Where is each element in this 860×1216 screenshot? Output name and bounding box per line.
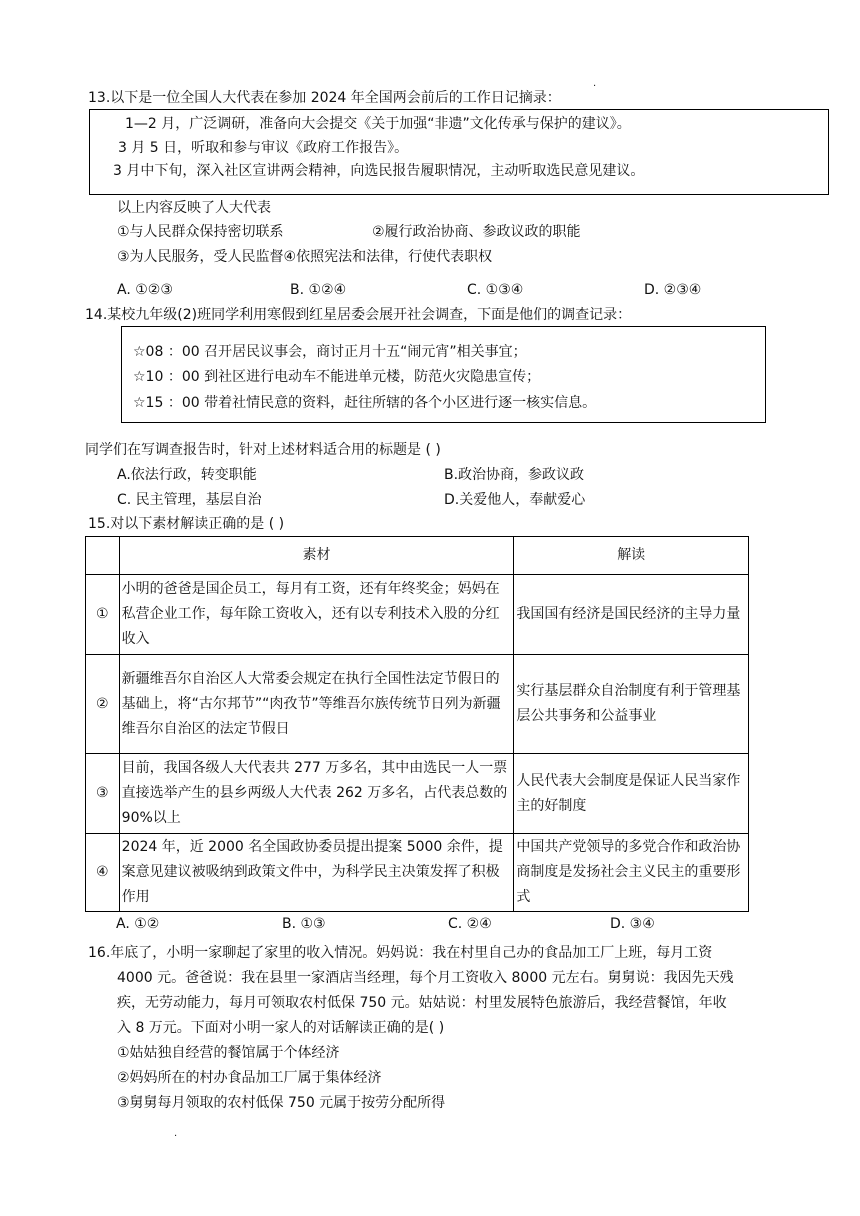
row-reading: 实行基层群众自治制度有利于管理基层公共事务和公益事业	[514, 655, 749, 754]
q13-diary-line: 1—2 月，广泛调研，准备向大会提交《关于加强“非遗”文化传承与保护的建议》。	[125, 116, 631, 132]
row-material: 目前，我国各级人大代表共 277 万多名，其中由选民一人一票直接选举产生的县乡两级人大代表 262 万多名，占代表总数的 90%以上	[119, 754, 514, 834]
q14-option-d[interactable]: D.关爱他人，奉献爱心	[444, 492, 586, 508]
q13-statement: ①与人民群众保持密切联系	[117, 224, 284, 240]
q15-stem: 15.对以下素材解读正确的是 ( )	[88, 516, 285, 532]
q16-stem-line: 4000 元。爸爸说：我在县里一家酒店当经理，每个月工资收入 8000 元左右。舅舅说：我因先天残	[117, 970, 734, 986]
q13-diary-line: 3 月中下旬，深入社区宣讲两会精神，向选民报告履职情况，主动听取选民意见建议。	[113, 163, 645, 179]
q14-option-a[interactable]: A.依法行政，转变职能	[117, 467, 257, 483]
q15-option-d[interactable]: D. ③④	[610, 916, 655, 932]
table-row	[86, 575, 749, 655]
q16-statement: ①姑姑独自经营的餐馆属于个体经济	[117, 1045, 340, 1061]
q16-stem-line: 入 8 万元。下面对小明一家人的对话解读正确的是( )	[117, 1020, 445, 1036]
q16-statement: ②妈妈所在的村办食品加工厂属于集体经济	[117, 1070, 382, 1086]
q15-option-c[interactable]: C. ②④	[448, 916, 492, 932]
q16-stem-line: 16.年底了，小明一家聊起了家里的收入情况。妈妈说：我在村里自己办的食品加工厂上班，每月工资	[88, 945, 713, 961]
table-header-material: 素材	[119, 537, 514, 575]
q14-option-c[interactable]: C. 民主管理，基层自治	[117, 492, 262, 508]
q14-record: ☆10 ：00 到社区进行电动车不能进单元楼，防范火灾隐患宣传；	[133, 369, 541, 385]
bottom-mark: .	[174, 1128, 178, 1139]
row-material: 新疆维吾尔自治区人大常委会规定在执行全国性法定节假日的基础上，将“古尔邦节”“肉孜节”等维吾尔族传统节日列为新疆维吾尔自治区的法定节假日	[119, 655, 514, 754]
table-row	[86, 754, 749, 834]
q13-option-c[interactable]: C. ①③④	[467, 282, 524, 298]
row-reading: 中国共产党领导的多党合作和政治协商制度是发扬社会主义民主的重要形式	[514, 834, 749, 912]
q15-material-table	[85, 536, 749, 912]
row-reading: 我国国有经济是国民经济的主导力量	[514, 575, 749, 655]
q13-statement: ②履行政治协商、参政议政的职能	[372, 224, 581, 240]
top-mark: .	[593, 78, 597, 89]
q15-option-b[interactable]: B. ①③	[282, 916, 326, 932]
row-material: 2024 年，近 2000 名全国政协委员提出提案 5000 余件，提案意见建议被吸纳到政策文件中，为科学民主决策发挥了积极作用	[119, 834, 514, 912]
q15-option-a[interactable]: A. ①②	[116, 916, 160, 932]
table-row	[86, 834, 749, 912]
row-number: ①	[86, 575, 120, 655]
q13-diary-line: 3 月 5 日，听取和参与审议《政府工作报告》。	[118, 140, 409, 156]
row-number: ③	[86, 754, 120, 834]
table-header-row	[86, 537, 749, 575]
q13-option-d[interactable]: D. ②③④	[644, 282, 702, 298]
table-header-number	[86, 537, 120, 575]
q13-option-b[interactable]: B. ①②④	[290, 282, 347, 298]
q13-stem: 13.以下是一位全国人大代表在参加 2024 年全国两会前后的工作日记摘录：	[88, 90, 561, 106]
q14-record: ☆08 ：00 召开居民议事会，商讨正月十五“闹元宵”相关事宜；	[133, 344, 527, 360]
row-material: 小明的爸爸是国企员工，每月有工资，还有年终奖金；妈妈在私营企业工作，每年除工资收入，还有以专利技术入股的分红收入	[119, 575, 514, 655]
table-header-reading: 解读	[514, 537, 749, 575]
q16-statement: ③舅舅每月领取的农村低保 750 元属于按劳分配所得	[117, 1095, 446, 1111]
q16-stem-line: 疾，无劳动能力，每月可领取农村低保 750 元。姑姑说：村里发展特色旅游后，我经营餐馆，年收	[117, 995, 727, 1011]
q14-record: ☆15 ：00 带着社情民意的资料，赶往所辖的各个小区进行逐一核实信息。	[133, 395, 597, 411]
q14-prompt: 同学们在写调查报告时，针对上述材料适合用的标题是 ( )	[85, 442, 441, 458]
q13-statement: ③为人民服务，受人民监督④依照宪法和法律，行使代表职权	[117, 249, 493, 265]
row-reading: 人民代表大会制度是保证人民当家作主的好制度	[514, 754, 749, 834]
q13-prompt: 以上内容反映了人大代表	[117, 200, 271, 216]
row-number: ②	[86, 655, 120, 754]
q14-stem: 14.某校九年级(2)班同学利用寒假到红星居委会展开社会调查，下面是他们的调查记录：	[85, 307, 632, 323]
row-number: ④	[86, 834, 120, 912]
table-row	[86, 655, 749, 754]
q14-option-b[interactable]: B.政治协商，参政议政	[444, 467, 585, 483]
q13-option-a[interactable]: A. ①②③	[117, 282, 173, 298]
